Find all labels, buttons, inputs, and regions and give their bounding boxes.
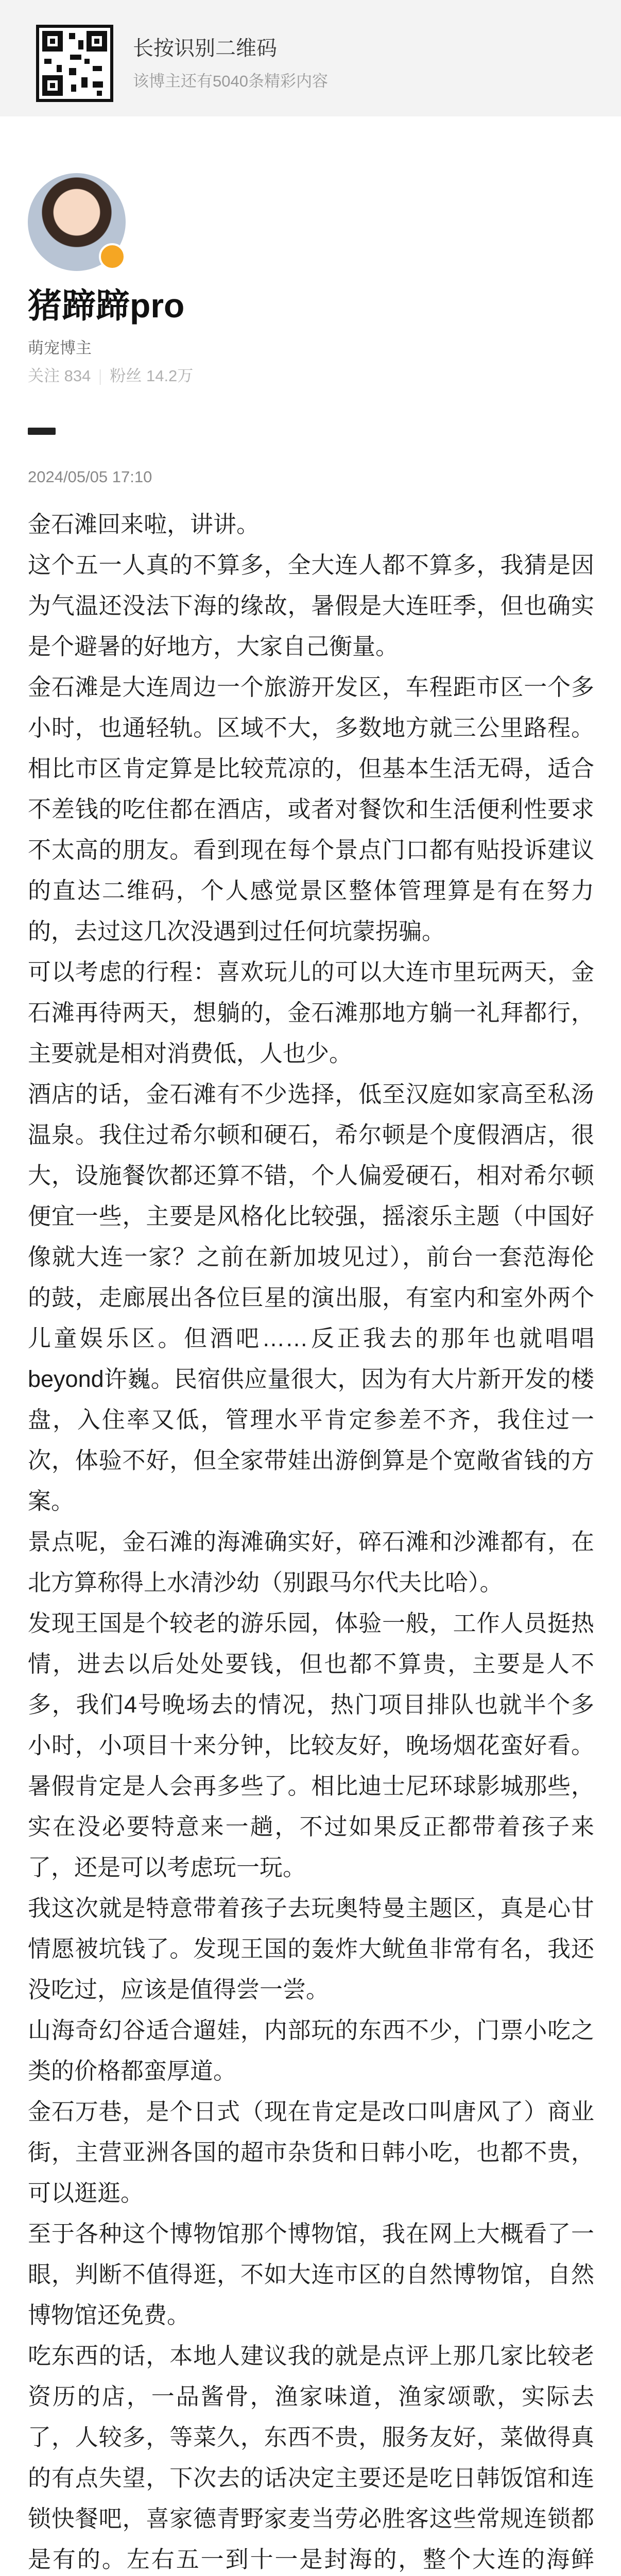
post-paragraph: 酒店的话，金石滩有不少选择，低至汉庭如家高至私汤温泉。我住过希尔顿和硬石，希尔顿是个度假酒店，很大，设施餐饮都还算不错，个人偏爱硬石，相对希尔顿便宜一些，主要是风格化比较强，摇滚乐主题（中国好像就大连一家？之前在新加坡见过），前台一套范海伦的鼓，走廊展出各位巨星的演出服，有室内和室外两个儿童娱乐区。但酒吧……反正我去的那年也就唱唱beyond许巍。民宿供应量很大，因为有大片新开发的楼盘，入住率又低，管理水平肯定参差不齐，我住过一次，体验不好，但全家带娃出游倒算是个宽敞省钱的方案。 <box>28 1081 594 1514</box>
post-timestamp: 2024/05/05 17:10 <box>28 468 152 486</box>
post-paragraph: 可以考虑的行程：喜欢玩儿的可以大连市里玩两天，金石滩再待两天，想躺的，金石滩那地方躺一礼拜都行，主要就是相对消费低，人也少。 <box>28 959 594 1066</box>
top-qr-banner <box>0 0 621 116</box>
banner-title: 长按识别二维码 <box>133 37 277 60</box>
verified-badge-icon <box>99 243 126 270</box>
divider <box>28 428 56 435</box>
post-paragraph: 吃东西的话，本地人建议我的就是点评上那几家比较老资历的店，一品酱骨，渔家味道，渔家颂歌，实际去了，人较多，等菜久，东西不贵，服务友好，菜做得真的有点失望，下次去的话决定主要还是吃日韩饭馆和连锁快餐吧，喜家德青野家麦当劳必胜客这些常规连锁都是有的。左右五一到十一是封海的，整个大连的海鲜 <box>28 2343 594 2572</box>
follow-count: 关注 834 <box>28 367 91 385</box>
qr-code-icon[interactable] <box>36 25 113 102</box>
user-stats <box>28 363 193 386</box>
fans-count: 粉丝 14.2万 <box>110 367 194 385</box>
post-body <box>28 504 594 2576</box>
post-paragraph: 发现王国是个较老的游乐园，体验一般，工作人员挺热情，进去以后处处要钱，但也都不算贵，主要是人不多，我们4号晚场去的情况，热门项目排队也就半个多小时，小项目十来分钟，比较友好，晚场烟花蛮好看。暑假肯定是人会再多些了。相比迪士尼环球影城那些，实在没必要特意来一趟，不过如果反正都带着孩子来了，还是可以考虑玩一玩。 <box>28 1610 594 1880</box>
post-paragraph: 至于各种这个博物馆那个博物馆，我在网上大概看了一眼，判断不值得逛，不如大连市区的自然博物馆，自然博物馆还免费。 <box>28 2221 594 2328</box>
banner-subtitle: 该博主还有5040条精彩内容 <box>133 72 328 90</box>
post-paragraph: 这个五一人真的不算多，全大连人都不算多，我猜是因为气温还没法下海的缘故，暑假是大连旺季，但也确实是个避暑的好地方，大家自己衡量。 <box>28 552 594 659</box>
user-type-label: 萌宠博主 <box>28 339 92 357</box>
post-paragraph: 我这次就是特意带着孩子去玩奥特曼主题区，真是心甘情愿被坑钱了。发现王国的轰炸大鱿鱼非常有名，我还没吃过，应该是值得尝一尝。 <box>28 1895 594 2003</box>
post-paragraph: 金石滩回来啦，讲讲。 <box>28 511 260 537</box>
post-paragraph: 金石万巷，是个日式（现在肯定是改口叫唐风了）商业街，主营亚洲各国的超市杂货和日韩小吃，也都不贵，可以逛逛。 <box>28 2098 594 2206</box>
username[interactable]: 猪蹄蹄pro <box>28 286 185 325</box>
post-paragraph: 金石滩是大连周边一个旅游开发区，车程距市区一个多小时，也通轻轨。区域不大，多数地方就三公里路程。相比市区肯定算是比较荒凉的，但基本生活无碍，适合不差钱的吃住都在酒店，或者对餐饮和生活便利性要求不太高的朋友。看到现在每个景点门口都有贴投诉建议的直达二维码，个人感觉景区整体管理算是有在努力的，去过这几次没遇到过任何坑蒙拐骗。 <box>28 674 594 944</box>
post-paragraph: 山海奇幻谷适合遛娃，内部玩的东西不少，门票小吃之类的价格都蛮厚道。 <box>28 2017 594 2084</box>
post-paragraph: 景点呢，金石滩的海滩确实好，碎石滩和沙滩都有，在北方算称得上水清沙幼（别跟马尔代夫比哈）。 <box>28 1529 594 1596</box>
